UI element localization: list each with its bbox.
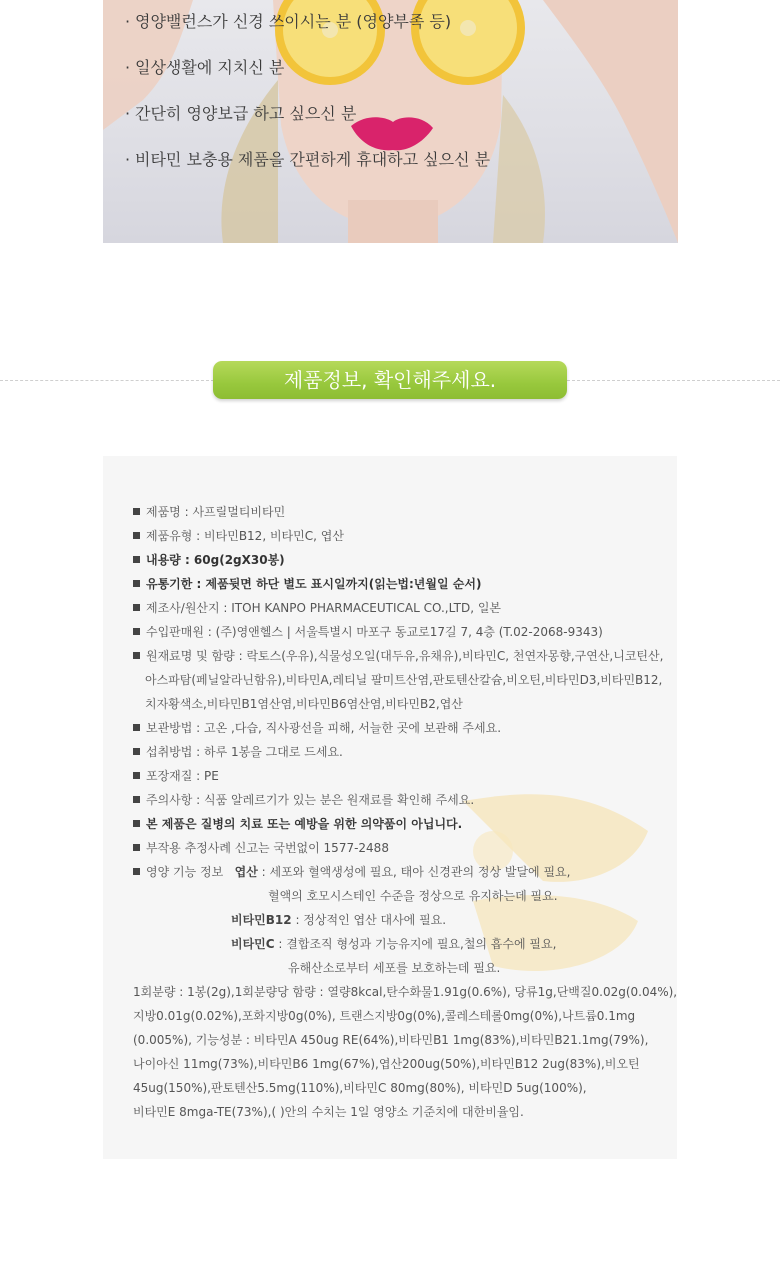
nutrition-line: 1회분량 : 1봉(2g),1회분량당 함량 : 열량8kcal,탄수화물1.91g(0.6%), 당류1g,단백질0.02g(0.04%), <box>133 985 677 999</box>
info-row-vitamin-c: 비타민C : 결합조직 형성과 기능유지에 필요,철의 흡수에 필요, <box>231 937 557 951</box>
info-row-function-cont: 혈액의 호모시스테인 수준을 정상으로 유지하는데 필요. <box>268 889 558 903</box>
hero-item: · 간단히 영양보급 하고 싶으신 분 <box>125 104 357 123</box>
bullet-square-icon <box>133 628 140 635</box>
hero-item: · 일상생활에 지치신 분 <box>125 58 285 77</box>
nutrition-line: 지방0.01g(0.02%),포화지방0g(0%), 트랜스지방0g(0%),콜레스테롤0mg(0%),나트륨0.1mg <box>133 1009 636 1023</box>
info-row-type: 제품유형 : 비타민B12, 비타민C, 엽산 <box>133 524 663 548</box>
info-row-ingredients: 원재료명 및 함량 : 락토스(우유),식물성오일(대두유,유채유),비타민C, 천연자몽향,구연산,니코틴산, <box>133 644 663 668</box>
info-row-packaging: 포장재질 : PE <box>133 764 663 788</box>
nutrition-line: 비타민E 8mga-TE(73%),( )안의 수치는 1일 영양소 기준치에 대한비율임. <box>133 1105 524 1119</box>
info-row-maker: 제조사/원산지 : ITOH KANPO PHARMACEUTICAL CO.,LTD, 일본 <box>133 596 663 620</box>
nutrition-line: 나이아신 11mg(73%),비타민B6 1mg(67%),엽산200ug(50%),비타민B12 2ug(83%),비오틴 <box>133 1057 640 1071</box>
nutrition-line: (0.005%), 기능성분 : 비타민A 450ug RE(64%),비타민B1 1mg(83%),비타민B21.1mg(79%), <box>133 1033 649 1047</box>
title-divider-left <box>0 380 214 381</box>
bullet-square-icon <box>133 796 140 803</box>
bullet-square-icon <box>133 652 140 659</box>
info-row-vitamin-c-cont: 유해산소로부터 세포를 보호하는데 필요. <box>288 961 501 975</box>
vitamin-b12-keyword: 비타민B12 <box>231 913 292 927</box>
info-row-function: 영양 기능 정보 엽산 : 세포와 혈액생성에 필요, 태아 신경관의 정상 발달에 필요, <box>133 860 663 884</box>
info-row-expiry: 유통기한 : 제품뒷면 하단 별도 표시일까지(읽는법:년월일 순서) <box>133 572 663 596</box>
vitamin-c-keyword: 비타민C <box>231 937 275 951</box>
info-row-report: 부작용 추정사례 신고는 국번없이 1577-2488 <box>133 836 663 860</box>
bullet-square-icon <box>133 556 140 563</box>
title-divider-right <box>567 380 780 381</box>
bullet-square-icon <box>133 580 140 587</box>
bullet-square-icon <box>133 748 140 755</box>
product-info-panel <box>103 456 677 1159</box>
hero-image <box>103 0 678 243</box>
nutrition-line: 45ug(150%),판토텐산5.5mg(110%),비타민C 80mg(80%), 비타민D 5ug(100%), <box>133 1081 587 1095</box>
info-row-name: 제품명 : 사프릴멀티비타민 <box>133 500 663 524</box>
hero-item: · 영양밸런스가 신경 쓰이시는 분 (영양부족 등) <box>125 12 452 31</box>
info-row-importer: 수입판매원 : (주)영앤헬스 | 서울특별시 마포구 동교로17길 7, 4층 (T.02-2068-9343) <box>133 620 663 644</box>
info-row-notice: 본 제품은 질병의 치료 또는 예방을 위한 의약품이 아닙니다. <box>133 812 663 836</box>
folic-acid-keyword: 엽산 <box>234 865 258 879</box>
bullet-square-icon <box>133 772 140 779</box>
bullet-square-icon <box>133 868 140 875</box>
section-title: 제품정보, 확인해주세요. <box>213 361 567 399</box>
bullet-square-icon <box>133 532 140 539</box>
info-row-b12: 비타민B12 : 정상적인 엽산 대사에 필요. <box>231 913 447 927</box>
bullet-square-icon <box>133 820 140 827</box>
info-row-caution: 주의사항 : 식품 알레르기가 있는 분은 원재료를 확인해 주세요. <box>133 788 663 812</box>
info-row-intake: 섭취방법 : 하루 1봉을 그대로 드세요. <box>133 740 663 764</box>
info-row-storage: 보관방법 : 고온 ,다습, 직사광선을 피해, 서늘한 곳에 보관해 주세요. <box>133 716 663 740</box>
info-row-volume: 내용량 : 60g(2gX30봉) <box>133 548 663 572</box>
hero-benefit-list <box>125 8 490 192</box>
bullet-square-icon <box>133 604 140 611</box>
bullet-square-icon <box>133 844 140 851</box>
bullet-square-icon <box>133 508 140 515</box>
hero-item: · 비타민 보충용 제품을 간편하게 휴대하고 싶으신 분 <box>125 150 491 169</box>
info-row-ingredients-cont: 치자황색소,비타민B1염산염,비타민B6염산염,비타민B2,엽산 <box>145 697 463 711</box>
bullet-square-icon <box>133 724 140 731</box>
info-row-ingredients-cont: 아스파탐(페닐알라닌함유),비타민A,레티닐 팔미트산염,판토텐산칼슘,비오틴,비타민D3,비타민B12, <box>145 673 663 687</box>
